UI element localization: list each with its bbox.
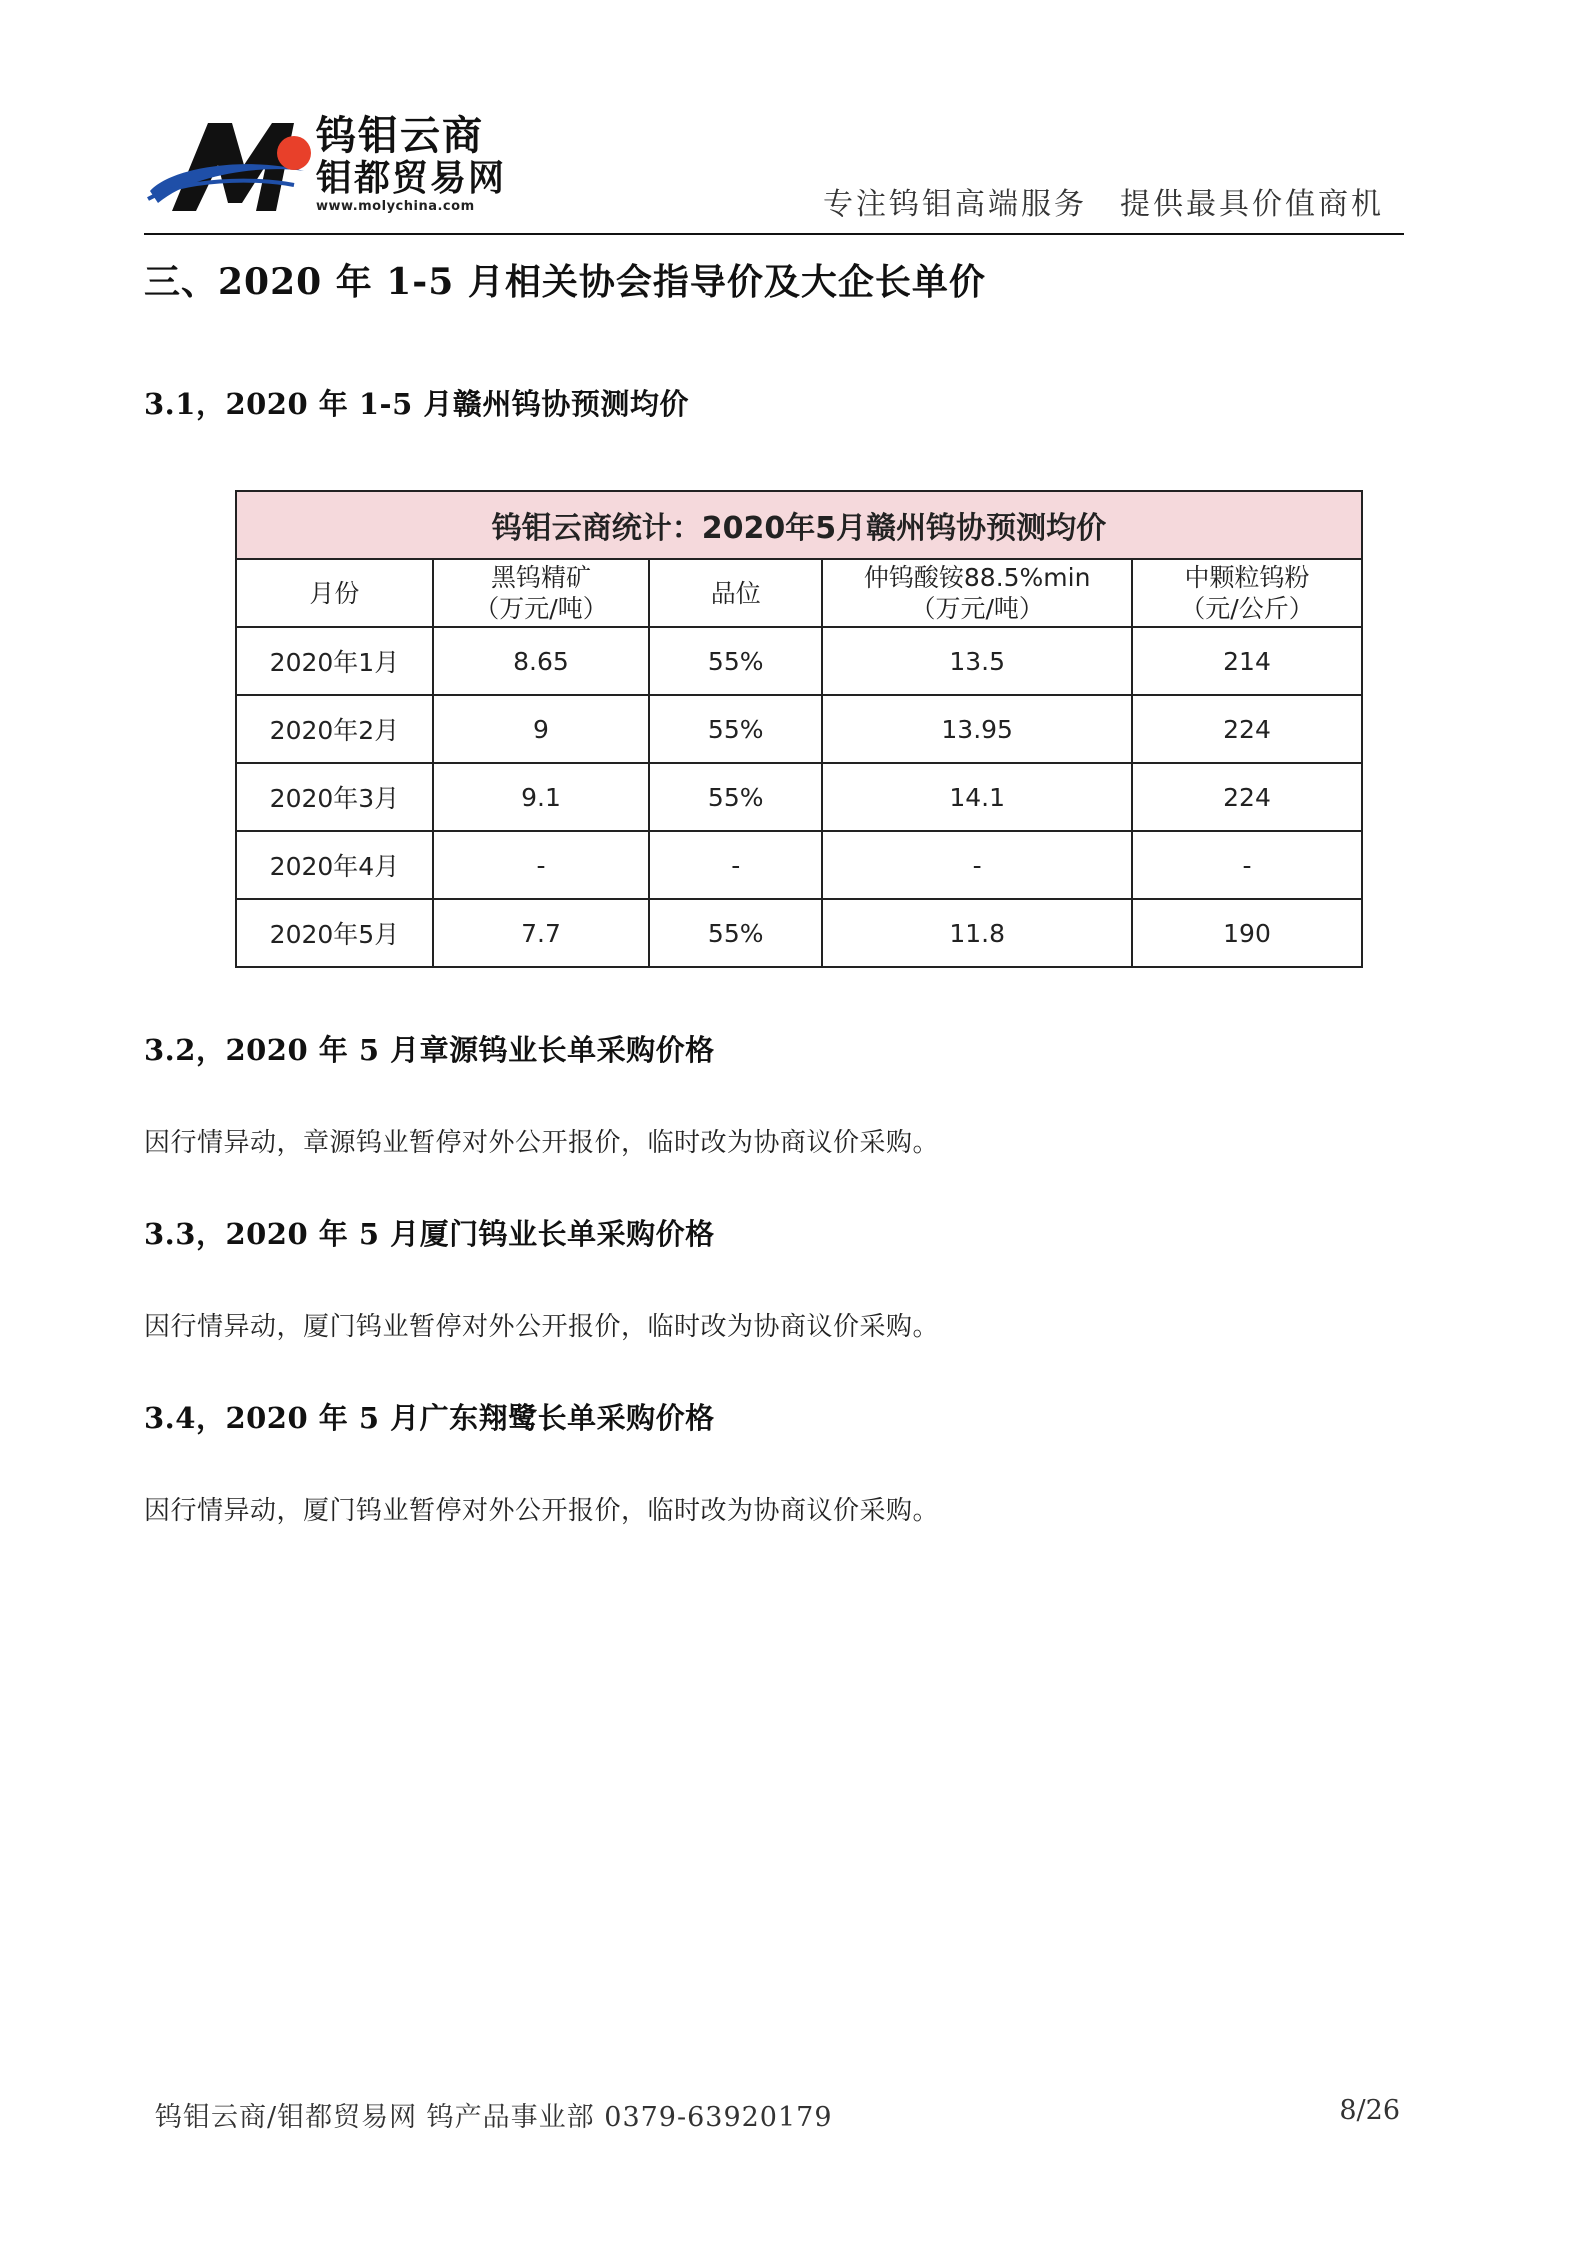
table-cell: 2020年4月 [236,831,433,899]
table-header-cell: 中颗粒钨粉 （元/公斤） [1132,559,1362,627]
table-row [236,695,1362,763]
subsection-title-3-2: 3.2，2020 年 5 月章源钨业长单采购价格 [144,1033,715,1067]
table-cell: 55% [649,763,822,831]
table-cell: 55% [649,899,822,967]
page-header [144,105,1404,235]
header-divider [144,233,1404,235]
header-slogan: 专注钨钼高端服务 提供最具价值商机 [823,187,1384,222]
subsection-title-3-4: 3.4，2020 年 5 月广东翔鹭长单采购价格 [144,1401,715,1435]
paragraph-3-2: 因行情异动，章源钨业暂停对外公开报价，临时改为协商议价采购。 [144,1128,940,1158]
subsection-title-3-1: 3.1，2020 年 1-5 月赣州钨协预测均价 [144,387,689,421]
table-header-cell: 品位 [649,559,822,627]
table-cell: 14.1 [822,763,1132,831]
table-title: 钨钼云商统计：2020年5月赣州钨协预测均价 [236,491,1362,559]
table-cell: 7.7 [433,899,649,967]
subsection-title-3-3: 3.3，2020 年 5 月厦门钨业长单采购价格 [144,1217,715,1251]
logo-url: www.molychina.com [316,199,475,214]
table-cell: - [822,831,1132,899]
company-logo [144,113,564,223]
paragraph-3-4: 因行情异动，厦门钨业暂停对外公开报价，临时改为协商议价采购。 [144,1496,940,1526]
table-cell: 214 [1132,627,1362,695]
table-cell: 190 [1132,899,1362,967]
paragraph-3-3: 因行情异动，厦门钨业暂停对外公开报价，临时改为协商议价采购。 [144,1312,940,1342]
table-cell: - [1132,831,1362,899]
table-row [236,899,1362,967]
table-cell: - [433,831,649,899]
logo-mark-icon [144,113,314,223]
table-cell: 55% [649,695,822,763]
logo-name: 钨钼云商 [316,113,484,159]
page-number: 8/26 [1339,2095,1400,2126]
table-header-cell: 黑钨精矿 （万元/吨） [433,559,649,627]
table-cell: 55% [649,627,822,695]
table-cell: 2020年2月 [236,695,433,763]
table-cell: 13.5 [822,627,1132,695]
price-table [235,490,1363,968]
table-cell: 224 [1132,763,1362,831]
table-row [236,763,1362,831]
table-header-cell: 仲钨酸铵88.5%min （万元/吨） [822,559,1132,627]
table-cell: - [649,831,822,899]
table-cell: 9.1 [433,763,649,831]
table-row [236,627,1362,695]
table-cell: 11.8 [822,899,1132,967]
table-cell: 13.95 [822,695,1132,763]
section-title: 三、2020 年 1-5 月相关协会指导价及大企长单价 [144,261,986,303]
table-cell: 2020年3月 [236,763,433,831]
table-header-row [236,559,1362,627]
logo-subname: 钼都贸易网 [316,158,507,199]
table-row [236,831,1362,899]
table-cell: 9 [433,695,649,763]
table-cell: 2020年1月 [236,627,433,695]
table-cell: 8.65 [433,627,649,695]
footer-contact: 钨钼云商/钼都贸易网 钨产品事业部 0379-63920179 [155,2102,833,2133]
table-cell: 2020年5月 [236,899,433,967]
logo-text [316,113,506,214]
table-cell: 224 [1132,695,1362,763]
table-header-cell: 月份 [236,559,433,627]
